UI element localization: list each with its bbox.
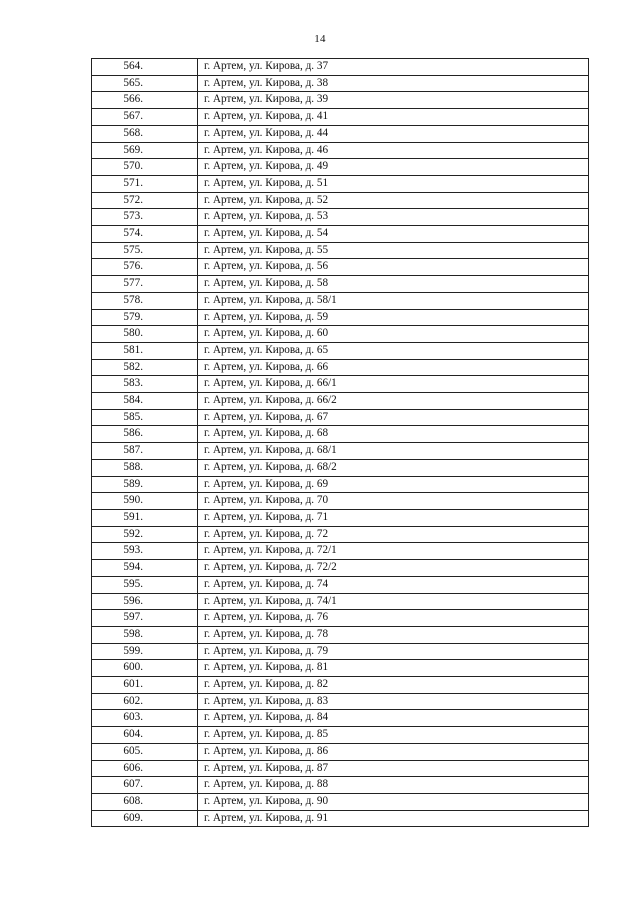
row-number: 577. [92, 276, 198, 293]
address-table-body [92, 59, 589, 827]
row-address: г. Артем, ул. Кирова, д. 68/1 [198, 443, 589, 460]
row-address: г. Артем, ул. Кирова, д. 41 [198, 109, 589, 126]
table-row [92, 543, 589, 560]
row-address: г. Артем, ул. Кирова, д. 88 [198, 777, 589, 794]
row-number: 585. [92, 409, 198, 426]
row-address: г. Артем, ул. Кирова, д. 69 [198, 476, 589, 493]
table-row [92, 526, 589, 543]
row-address: г. Артем, ул. Кирова, д. 49 [198, 159, 589, 176]
table-row [92, 309, 589, 326]
row-address: г. Артем, ул. Кирова, д. 82 [198, 677, 589, 694]
table-row [92, 593, 589, 610]
table-row [92, 509, 589, 526]
row-address: г. Артем, ул. Кирова, д. 87 [198, 760, 589, 777]
row-address: г. Артем, ул. Кирова, д. 84 [198, 710, 589, 727]
row-number: 582. [92, 359, 198, 376]
table-row [92, 443, 589, 460]
row-number: 584. [92, 393, 198, 410]
row-address: г. Артем, ул. Кирова, д. 66/2 [198, 393, 589, 410]
row-address: г. Артем, ул. Кирова, д. 58 [198, 276, 589, 293]
row-number: 573. [92, 209, 198, 226]
row-address: г. Артем, ул. Кирова, д. 60 [198, 326, 589, 343]
table-row [92, 59, 589, 76]
table-row [92, 810, 589, 827]
row-number: 595. [92, 576, 198, 593]
row-address: г. Артем, ул. Кирова, д. 68/2 [198, 459, 589, 476]
row-number: 593. [92, 543, 198, 560]
table-row [92, 710, 589, 727]
row-address: г. Артем, ул. Кирова, д. 38 [198, 75, 589, 92]
row-address: г. Артем, ул. Кирова, д. 52 [198, 192, 589, 209]
row-number: 597. [92, 610, 198, 627]
row-number: 590. [92, 493, 198, 510]
table-row [92, 342, 589, 359]
row-address: г. Артем, ул. Кирова, д. 78 [198, 626, 589, 643]
row-address: г. Артем, ул. Кирова, д. 71 [198, 509, 589, 526]
row-number: 572. [92, 192, 198, 209]
table-row [92, 727, 589, 744]
row-number: 586. [92, 426, 198, 443]
table-row [92, 777, 589, 794]
row-number: 570. [92, 159, 198, 176]
table-row [92, 276, 589, 293]
row-number: 576. [92, 259, 198, 276]
row-number: 565. [92, 75, 198, 92]
address-table [91, 58, 589, 827]
row-number: 600. [92, 660, 198, 677]
table-row [92, 626, 589, 643]
row-number: 575. [92, 242, 198, 259]
table-row [92, 409, 589, 426]
row-address: г. Артем, ул. Кирова, д. 46 [198, 142, 589, 159]
table-row [92, 209, 589, 226]
row-number: 568. [92, 125, 198, 142]
row-number: 602. [92, 693, 198, 710]
row-number: 596. [92, 593, 198, 610]
table-row [92, 426, 589, 443]
table-row [92, 142, 589, 159]
row-address: г. Артем, ул. Кирова, д. 67 [198, 409, 589, 426]
table-row [92, 242, 589, 259]
row-address: г. Артем, ул. Кирова, д. 83 [198, 693, 589, 710]
row-number: 587. [92, 443, 198, 460]
table-row [92, 75, 589, 92]
row-number: 588. [92, 459, 198, 476]
table-row [92, 793, 589, 810]
row-number: 607. [92, 777, 198, 794]
row-address: г. Артем, ул. Кирова, д. 66 [198, 359, 589, 376]
row-address: г. Артем, ул. Кирова, д. 58/1 [198, 292, 589, 309]
row-address: г. Артем, ул. Кирова, д. 39 [198, 92, 589, 109]
row-address: г. Артем, ул. Кирова, д. 76 [198, 610, 589, 627]
row-number: 592. [92, 526, 198, 543]
table-row [92, 376, 589, 393]
table-row [92, 760, 589, 777]
row-address: г. Артем, ул. Кирова, д. 65 [198, 342, 589, 359]
row-number: 566. [92, 92, 198, 109]
row-number: 591. [92, 509, 198, 526]
table-row [92, 643, 589, 660]
table-row [92, 259, 589, 276]
table-row [92, 576, 589, 593]
table-row [92, 476, 589, 493]
row-address: г. Артем, ул. Кирова, д. 86 [198, 743, 589, 760]
table-row [92, 677, 589, 694]
row-number: 603. [92, 710, 198, 727]
row-number: 581. [92, 342, 198, 359]
table-row [92, 125, 589, 142]
table-row [92, 226, 589, 243]
table-row [92, 693, 589, 710]
table-row [92, 159, 589, 176]
row-address: г. Артем, ул. Кирова, д. 72/1 [198, 543, 589, 560]
row-number: 598. [92, 626, 198, 643]
row-address: г. Артем, ул. Кирова, д. 72 [198, 526, 589, 543]
row-number: 606. [92, 760, 198, 777]
row-number: 589. [92, 476, 198, 493]
table-row [92, 109, 589, 126]
row-number: 564. [92, 59, 198, 76]
row-number: 594. [92, 560, 198, 577]
table-row [92, 493, 589, 510]
row-address: г. Артем, ул. Кирова, д. 72/2 [198, 560, 589, 577]
table-row [92, 610, 589, 627]
row-number: 574. [92, 226, 198, 243]
row-number: 601. [92, 677, 198, 694]
page-number: 14 [314, 33, 326, 45]
row-address: г. Артем, ул. Кирова, д. 54 [198, 226, 589, 243]
table-row [92, 92, 589, 109]
table-row [92, 560, 589, 577]
row-address: г. Артем, ул. Кирова, д. 90 [198, 793, 589, 810]
table-row [92, 660, 589, 677]
row-address: г. Артем, ул. Кирова, д. 81 [198, 660, 589, 677]
table-row [92, 326, 589, 343]
row-address: г. Артем, ул. Кирова, д. 74 [198, 576, 589, 593]
row-address: г. Артем, ул. Кирова, д. 70 [198, 493, 589, 510]
row-number: 569. [92, 142, 198, 159]
row-address: г. Артем, ул. Кирова, д. 91 [198, 810, 589, 827]
table-row [92, 359, 589, 376]
row-address: г. Артем, ул. Кирова, д. 85 [198, 727, 589, 744]
row-number: 579. [92, 309, 198, 326]
row-address: г. Артем, ул. Кирова, д. 68 [198, 426, 589, 443]
table-row [92, 175, 589, 192]
row-number: 604. [92, 727, 198, 744]
row-number: 571. [92, 175, 198, 192]
row-address: г. Артем, ул. Кирова, д. 59 [198, 309, 589, 326]
row-address: г. Артем, ул. Кирова, д. 53 [198, 209, 589, 226]
row-address: г. Артем, ул. Кирова, д. 44 [198, 125, 589, 142]
table-row [92, 192, 589, 209]
row-number: 605. [92, 743, 198, 760]
row-address: г. Артем, ул. Кирова, д. 55 [198, 242, 589, 259]
table-row [92, 393, 589, 410]
row-address: г. Артем, ул. Кирова, д. 56 [198, 259, 589, 276]
row-number: 599. [92, 643, 198, 660]
row-address: г. Артем, ул. Кирова, д. 79 [198, 643, 589, 660]
row-number: 578. [92, 292, 198, 309]
row-number: 609. [92, 810, 198, 827]
table-row [92, 459, 589, 476]
table-row [92, 292, 589, 309]
row-address: г. Артем, ул. Кирова, д. 66/1 [198, 376, 589, 393]
row-number: 608. [92, 793, 198, 810]
row-address: г. Артем, ул. Кирова, д. 37 [198, 59, 589, 76]
row-number: 567. [92, 109, 198, 126]
row-number: 583. [92, 376, 198, 393]
table-row [92, 743, 589, 760]
row-number: 580. [92, 326, 198, 343]
row-address: г. Артем, ул. Кирова, д. 51 [198, 175, 589, 192]
row-address: г. Артем, ул. Кирова, д. 74/1 [198, 593, 589, 610]
